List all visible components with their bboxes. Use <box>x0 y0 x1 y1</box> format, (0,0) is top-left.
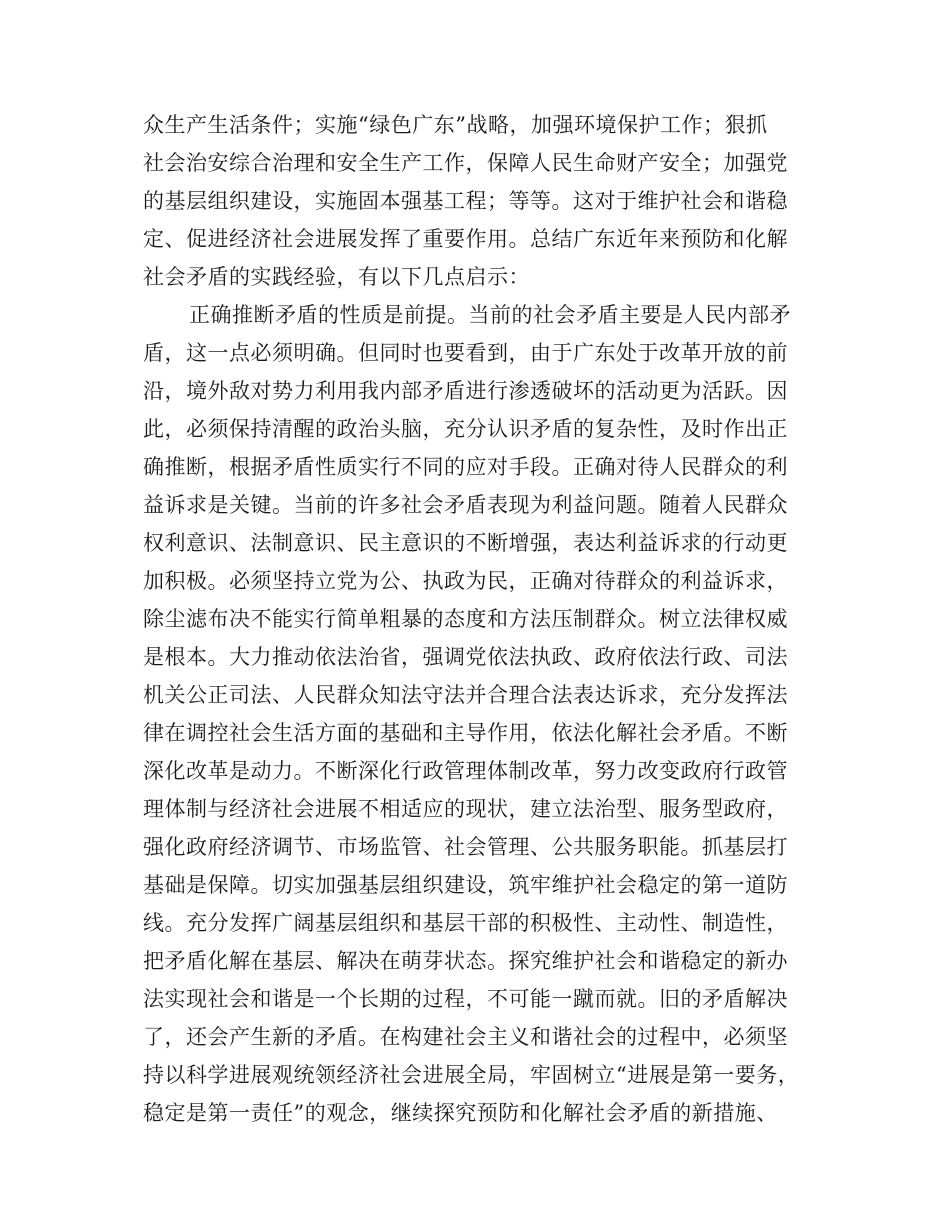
text-line: 是根本。大力推动依法治省，强调党依法执政、政府依法行政、司法 <box>143 645 788 669</box>
text-line: 加积极。必须坚持立党为公、执政为民，正确对待群众的利益诉求， <box>143 569 788 593</box>
text-line: 盾，这一点必须明确。但同时也要看到，由于广东处于改革开放的前 <box>143 341 788 365</box>
text-line: 社会治安综合治理和安全生产工作，保障人民生命财产安全；加强党 <box>143 151 788 175</box>
text-line: 了，还会产生新的矛盾。在构建社会主义和谐社会的过程中，必须坚 <box>143 1025 788 1049</box>
text-line: 律在调控社会生活方面的基础和主导作用，依法化解社会矛盾。不断 <box>143 721 788 745</box>
text-line: 此，必须保持清醒的政治头脑，充分认识矛盾的复杂性，及时作出正 <box>143 417 788 441</box>
text-line: 众生产生活条件；实施“绿色广东”战略，加强环境保护工作；狠抓 <box>143 113 768 137</box>
text-line: 定、促进经济社会进展发挥了重要作用。总结广东近年来预防和化解 <box>143 227 788 251</box>
text-line: 机关公正司法、人民群众知法守法并合理合法表达诉求，充分发挥法 <box>143 683 788 707</box>
text-line: 沿，境外敌对势力利用我内部矛盾进行渗透破坏的活动更为活跃。因 <box>143 379 788 403</box>
text-line: 权利意识、法制意识、民主意识的不断增强，表达利益诉求的行动更 <box>143 531 788 555</box>
text-line: 社会矛盾的实践经验，有以下几点启示： <box>143 265 530 289</box>
text-line: 确推断，根据矛盾性质实行不同的应对手段。正确对待人民群众的利 <box>143 455 788 479</box>
text-line: 益诉求是关键。当前的许多社会矛盾表现为利益问题。随着人民群众 <box>143 493 788 517</box>
text-line: 把矛盾化解在基层、解决在萌芽状态。探究维护社会和谐稳定的新办 <box>143 949 788 973</box>
text-line: 稳定是第一责任”的观念，继续探究预防和化解社会矛盾的新措施、 <box>143 1101 778 1125</box>
text-line: 的基层组织建设，实施固本强基工程；等等。这对于维护社会和谐稳 <box>143 189 788 213</box>
text-line: 深化改革是动力。不断深化行政管理体制改革，努力改变政府行政管 <box>143 759 788 783</box>
text-line: 法实现社会和谐是一个长期的过程，不可能一蹴而就。旧的矛盾解决 <box>143 987 788 1011</box>
text-line: 除尘滤布决不能实行简单粗暴的态度和方法压制群众。树立法律权威 <box>143 607 788 631</box>
body-text <box>143 106 813 1132</box>
text-line: 理体制与经济社会进展不相适应的现状，建立法治型、服务型政府， <box>143 797 788 821</box>
text-line: 强化政府经济调节、市场监管、社会管理、公共服务职能。抓基层打 <box>143 835 788 859</box>
text-line: 持以科学进展观统领经济社会进展全局，牢固树立“进展是第一要务， <box>143 1063 800 1087</box>
text-line: 线。充分发挥广阔基层组织和基层干部的积极性、主动性、制造性， <box>143 911 788 935</box>
text-line: 基础是保障。切实加强基层组织建设，筑牢维护社会稳定的第一道防 <box>143 873 788 897</box>
paragraph-first-line: 正确推断矛盾的性质是前提。当前的社会矛盾主要是人民内部矛 <box>189 303 791 327</box>
